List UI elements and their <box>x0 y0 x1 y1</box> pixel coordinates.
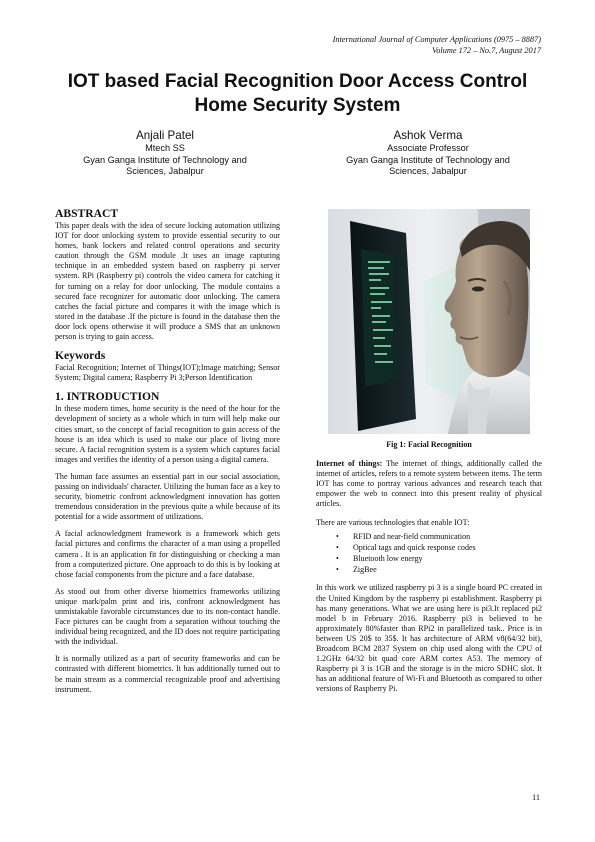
author-affiliation: Gyan Ganga Institute of Technology and <box>346 154 510 165</box>
facial-recognition-figure <box>328 209 530 434</box>
paper-title <box>40 70 555 118</box>
tech-intro: There are various technologies that enable IOT: <box>316 517 470 527</box>
author-role: Associate Professor <box>387 143 469 153</box>
iot-text: The internet of things, additionally called the internet of articles, refers to a remote system between items. The term IOT has come to portray various advances and research teach that empower the web to connect into this present reality of physical articles. <box>316 459 542 509</box>
left-column <box>55 207 280 702</box>
abstract-heading: ABSTRACT <box>55 207 119 220</box>
author-affiliation-city: Sciences, Jabalpur <box>389 166 467 176</box>
author-block-2 <box>322 128 534 178</box>
intro-paragraph: As stood out from other diverse biometrics frameworks utilizing unique mark/palm print and iris, confront acknowledgment has unmistakable favorable circumstances due to its non-contact handle. Face pictures can be caught from a separation without touching the individual being recognized, and the ID does not require participating with the individual. <box>55 586 280 647</box>
journal-header <box>333 34 541 56</box>
iot-label: Internet of things: <box>316 459 383 469</box>
abstract-text: This paper deals with the idea of secure locking automation utilizing IOT for door unlocking system to provide essential security to our homes, bank lockers and related control operations and security caution through the GSM module .It uses an image capturing technique in an embedded system based on raspberry pi server system. RPi (Raspberry pi) controls the video camera for catching it for turning on a relay for door unlocking. The module contains a secured face recognizer for automatic door unlocking. The camera catches the facial picture and compares it with the image which is stored in the database .If the picture is found in the database then the door lock opens otherwise it will produce a SMS that an unknown person is trying to gain access. <box>55 221 280 342</box>
figure-caption: Fig 1: Facial Recognition <box>386 440 472 449</box>
list-item: • Bluetooth low energy <box>316 553 542 564</box>
author-block-1 <box>60 128 270 178</box>
keywords-heading: Keywords <box>55 349 106 363</box>
raspberry-pi-paragraph: In this work we utilized raspberry pi 3 is a single board PC created in the United Kingdom by the raspberry pi establishment. Raspberry pi has many generations. What we are using here is pi3.It replaced pi2 model b in February 2016. Raspberry pi3 is believed to be approximately 80%faster than RPi2 in parallelized task.. Price is in between US 20$ to 35$. It has architecture of ARM v8(64/32 bit), Broadcom BCM 2837 System on chip used along with the CPU of 1.2GHz 64/32 bit quad core ARM cortex A53. The memory of Raspberry pi 3 is 1GB and the storage is in the micro SDHC slot. It has an additional feature of Wi-Fi and Bluetooth as compared to other versions of Raspberry Pi. <box>316 583 542 694</box>
author-affiliation: Gyan Ganga Institute of Technology and <box>83 154 247 165</box>
face-scan-illustration <box>328 209 530 434</box>
keywords-text: Facial Recognition; Internet of Things(IOT);Image matching; Sensor System; Digital camera; Raspberry Pi 3;Person Identification <box>55 363 280 383</box>
iot-paragraph <box>316 459 542 509</box>
introduction-heading: 1. INTRODUCTION <box>55 390 160 404</box>
title-line-2: Home Security System <box>194 95 401 116</box>
intro-paragraph: In these modern times, home security is the need of the hour for the development of society as a whole which in turn will help make our cities smart, so the concept of facial recognition to gain access of the house is an idea which is used to make our place of living more secure. A facial recognition system is a system which captures facial images and verifies the identity of a person using a digital camera. <box>55 404 280 464</box>
right-column <box>316 207 542 702</box>
list-item: • Optical tags and quick response codes <box>316 542 542 553</box>
intro-paragraph: A facial acknowledgment framework is a framework which gets facial pictures and confirms the character of a man using a propelled camera . It is an application fit for distinguishing or checking a man from a computerized picture. One approach to do this is by looking at chose facial components from the picture and a face database. <box>55 529 280 579</box>
author-role: Mtech SS <box>145 143 185 153</box>
technology-list <box>316 531 542 576</box>
list-item: • ZigBee <box>316 564 542 575</box>
journal-volume: Volume 172 – No.7, August 2017 <box>432 46 541 55</box>
author-affiliation-city: Sciences, Jabalpur <box>126 166 204 176</box>
author-name: Anjali Patel <box>135 129 194 142</box>
page-number: 11 <box>532 793 540 802</box>
list-item: • RFID and near-field communication <box>316 531 542 542</box>
title-line-1: IOT based Facial Recognition Door Access Control <box>67 71 528 92</box>
intro-paragraph: The human face assumes an essential part in our social association, passing on individuals' character. Utilizing the human face as a key to security, biometric confront acknowledgment innovation has gotten tremendous consideration in the previous quite a while because of its potential for a wide assortment of utilizations. <box>55 471 280 522</box>
author-name: Ashok Verma <box>393 129 463 142</box>
intro-paragraph: It is normally utilized as a part of security frameworks and can be contrasted with different biometrics. It has additionally turned out to be main stream as a commercial recognizable proof and advertising instrument. <box>55 654 280 694</box>
journal-name: International Journal of Computer Applications (0975 – 8887) <box>332 35 541 44</box>
